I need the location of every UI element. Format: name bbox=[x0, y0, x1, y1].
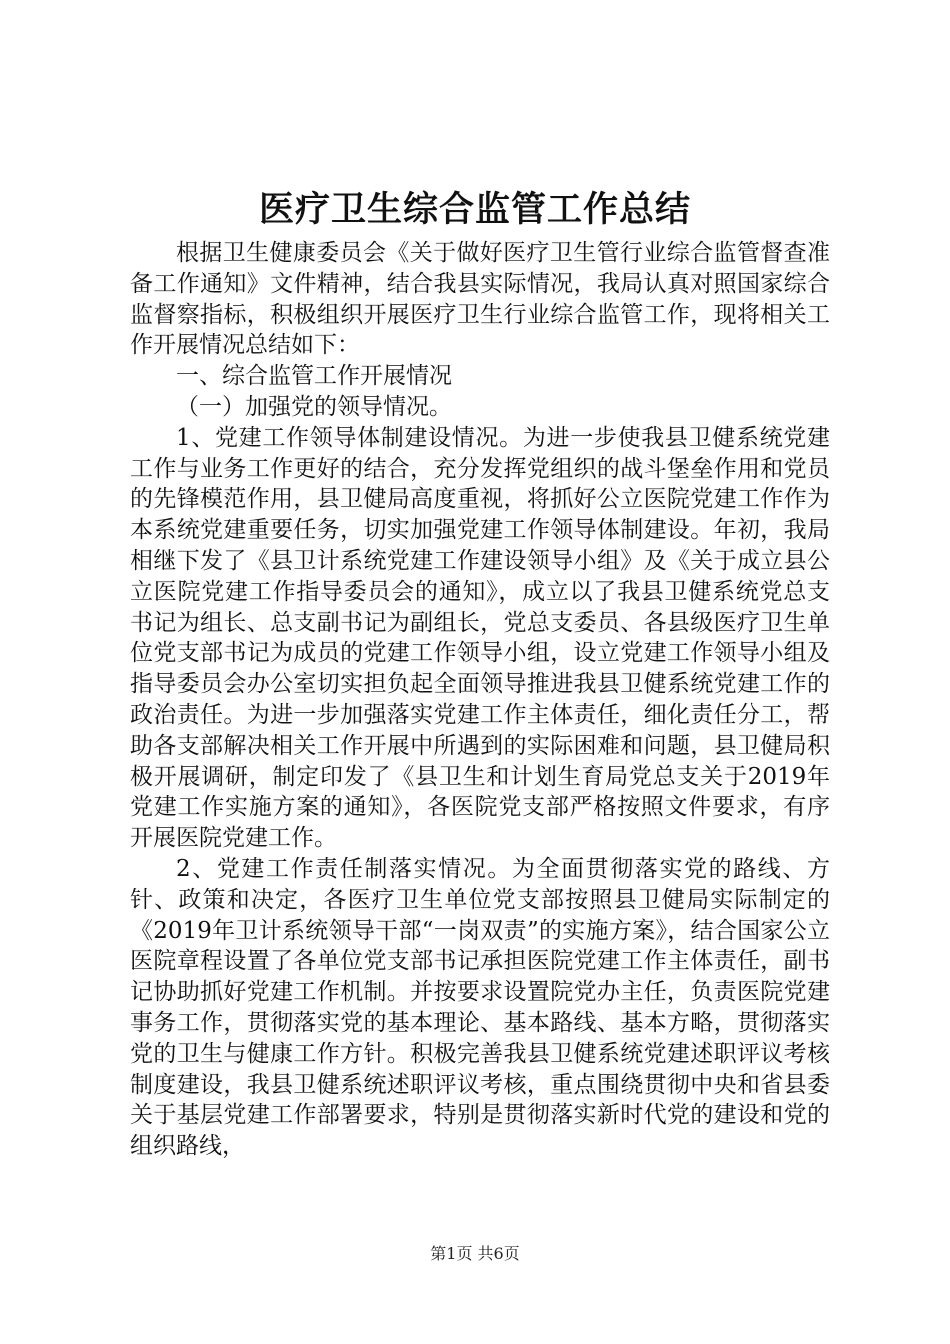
subsection-heading: （一）加强党的领导情况。 bbox=[176, 393, 452, 420]
body-paragraph: 2、党建工作责任制落实情况。为全面贯彻落实党的路线、方针、政策和决定，各医疗卫生单位党支部按照县卫健局实际制定的《2019年卫计系统领导干部“一岗双责”的实施方案》，结合国家公立医院章程设置了各单位党支部书记承担医院党建工作主体责任，副书记协助抓好党建工作机制。并按要求设置院党办主任，负责医院党建事务工作，贯彻落实党的基本理论、基本路线、基本方略，贯彻落实党的卫生与健康工作方针。积极完善我县卫健系统党建述职评议考核制度建设，我县卫健系统述职评议考核，重点围绕贯彻中央和省县委关于基层党建工作部署要求，特别是贯彻落实新时代党的建设和党的组织路线， bbox=[130, 855, 830, 1160]
intro-paragraph: 根据卫生健康委员会《关于做好医疗卫生管行业综合监管督查准备工作通知》文件精神，结合我县实际情况，我局认真对照国家综合监督察指标，积极组织开展医疗卫生行业综合监管工作，现将相关工作开展情况总结如下： bbox=[130, 240, 830, 359]
body-paragraph: 1、党建工作领导体制建设情况。为进一步使我县卫健系统党建工作与业务工作更好的结合，充分发挥党组织的战斗堡垒作用和党员的先锋模范作用，县卫健局高度重视，将抓好公立医院党建工作作为本系统党建重要任务，切实加强党建工作领导体制建设。年初，我局相继下发了《县卫计系统党建工作建设领导小组》及《关于成立县公立医院党建工作指导委员会的通知》，成立以了我县卫健系统党总支书记为组长、总支副书记为副组长，党总支委员、各县级医疗卫生单位党支部书记为成员的党建工作领导小组，设立党建工作领导小组及指导委员会办公室切实担负起全面领导推进我县卫健系统党建工作的政治责任。为进一步加强落实党建工作主体责任，细化责任分工，帮助各支部解决相关工作开展中所遇到的实际困难和问题，县卫健局积极开展调研，制定印发了《县卫生和计划生育局党总支关于2019年党建工作实施方案的通知》，各医院党支部严格按照文件要求，有序开展医院党建工作。 bbox=[130, 424, 830, 852]
section-heading: 一、综合监管工作开展情况 bbox=[176, 363, 452, 390]
page-number-footer: 第1页 共6页 bbox=[430, 1244, 520, 1263]
document-title: 医疗卫生综合监管工作总结 bbox=[258, 189, 691, 230]
document-body bbox=[130, 238, 830, 1162]
